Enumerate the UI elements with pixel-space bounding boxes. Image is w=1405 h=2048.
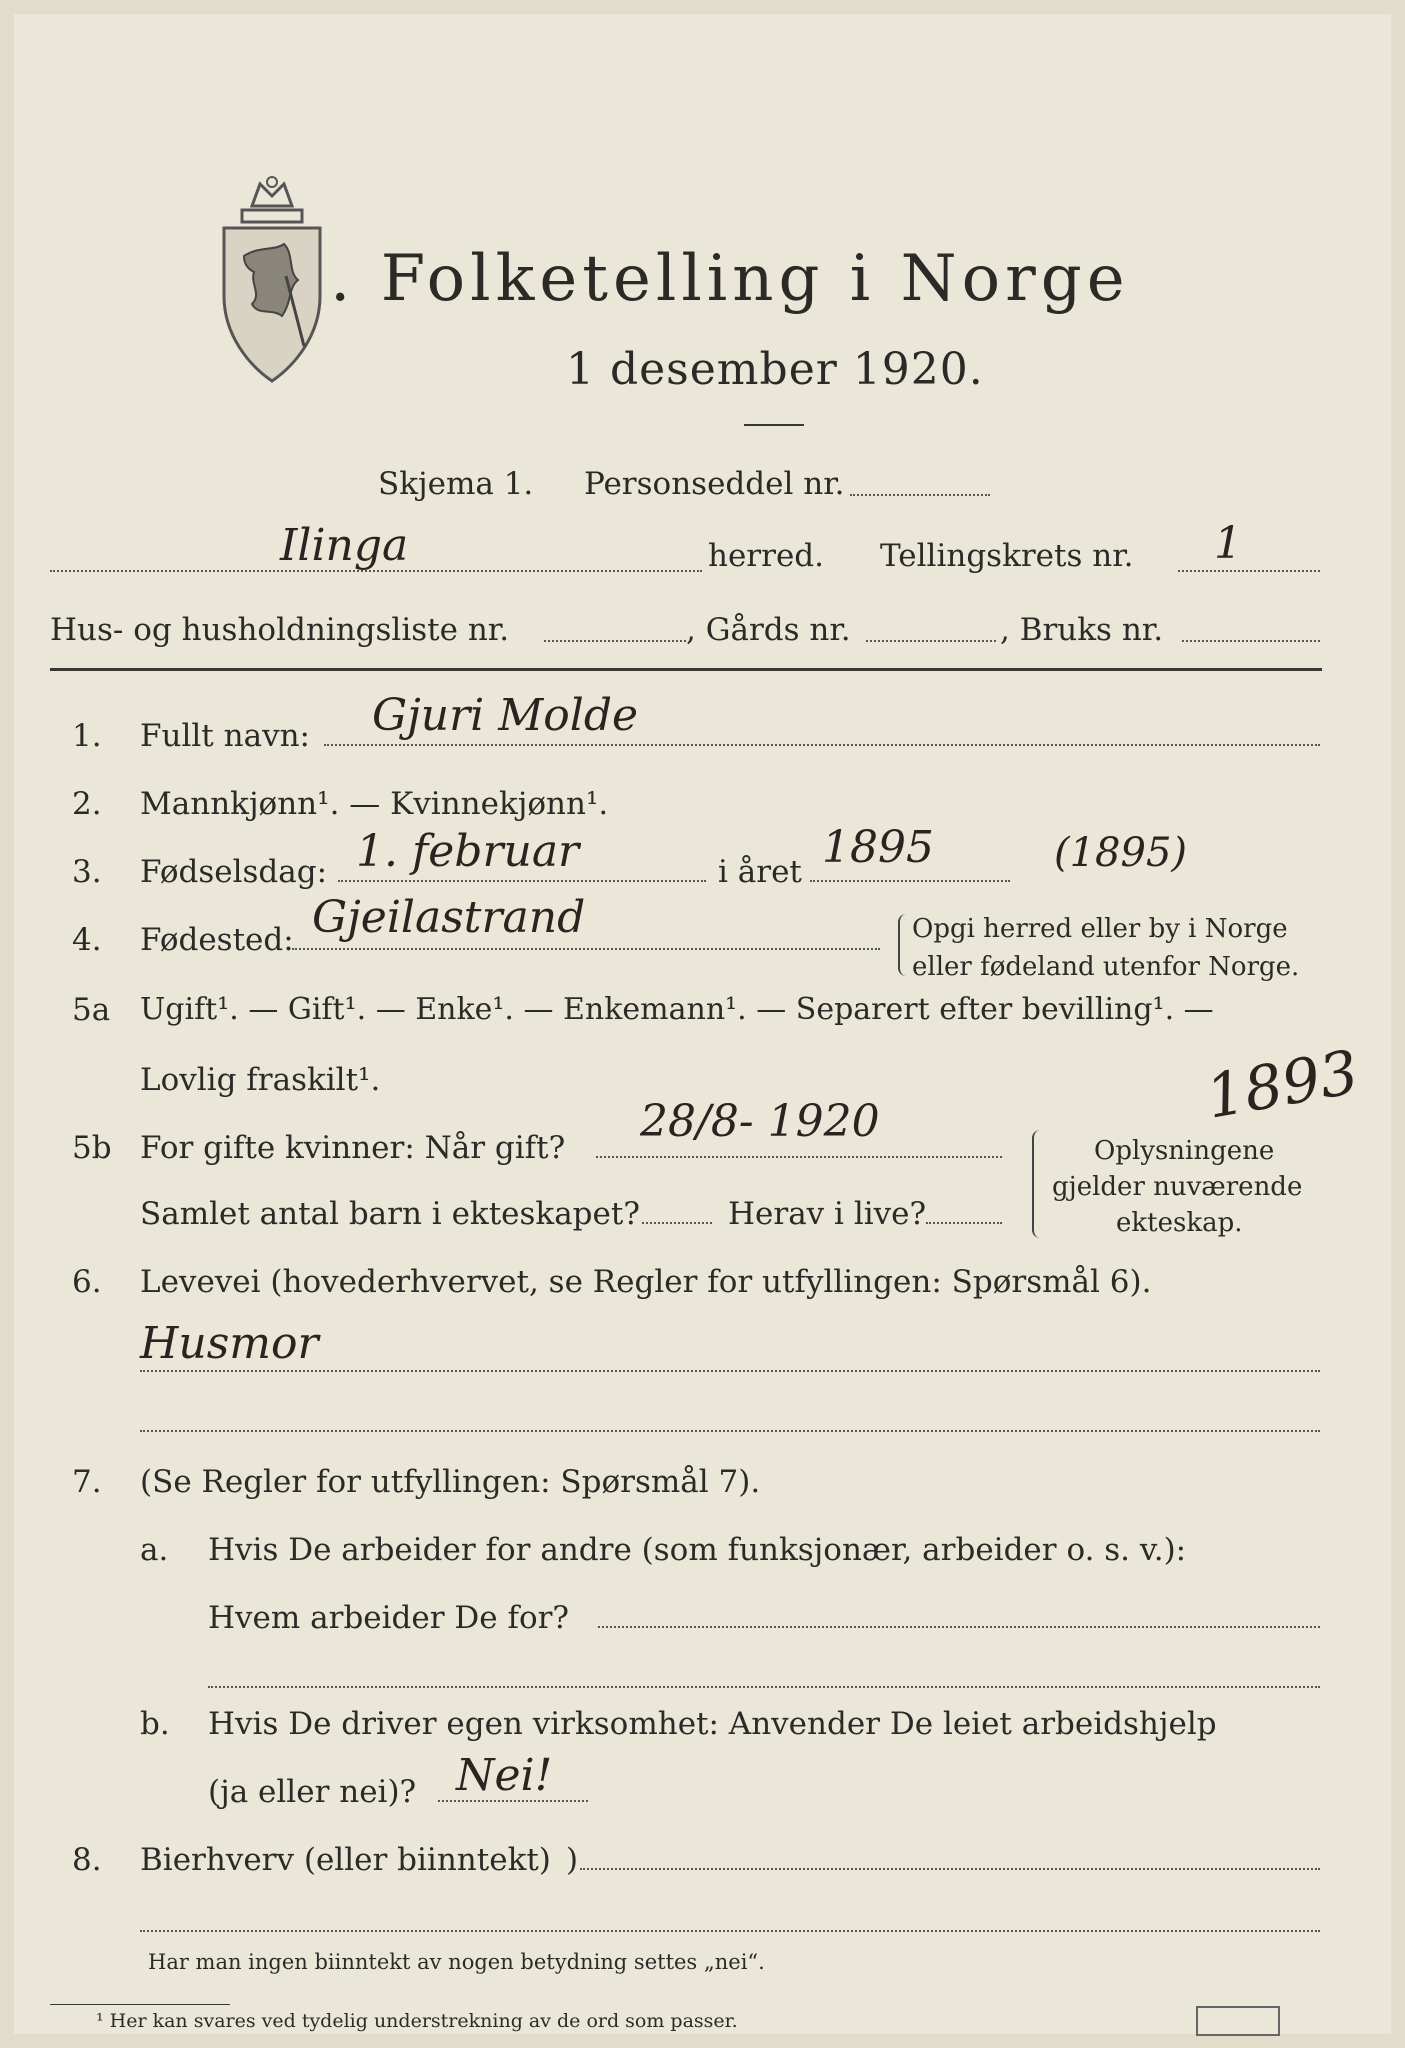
q7-label: (Se Regler for utfyllingen: Spørsmål 7). [140,1464,761,1500]
q8-number: 8. [72,1842,102,1878]
tellingskrets-value[interactable]: 1 [1214,518,1242,569]
printer-stamp [1196,2006,1280,2036]
q7b-hire-value[interactable]: Nei! [456,1750,553,1801]
q6-number: 6. [72,1264,102,1300]
q5a-number: 5a [72,992,111,1028]
q5b-number: 5b [72,1130,112,1166]
q6-occupation-field-2[interactable] [140,1430,1320,1432]
q5b-married-field [596,1156,1002,1158]
q8-income-field[interactable] [580,1868,1320,1870]
footer-note: Har man ingen biinntekt av nogen betydning settes „nei“. [148,1950,765,1974]
q4-note-line1: Opgi herred eller by i Norge [912,914,1288,944]
herred-label: herred. [708,538,824,574]
q8-income-field-2[interactable] [140,1930,1320,1932]
q8-label: Bierhverv (eller biinntekt) [140,1842,551,1878]
q6-label: Levevei (hovederhvervet, se Regler for utfyllingen: Spørsmål 6). [140,1264,1152,1300]
q5b-note-line2: gjelder nuværende [1052,1172,1303,1202]
q4-note-line2: eller fødeland utenfor Norge. [912,952,1300,982]
q5b-children-field[interactable] [642,1222,712,1224]
herred-field [50,570,702,572]
q4-birthplace-value[interactable]: Gjeilastrand [312,892,586,943]
census-date: 1 desember 1920. [566,344,984,395]
q5b-note-line3: ekteskap. [1116,1208,1243,1238]
husholdningsliste-field[interactable] [544,640,686,642]
q5b-children-label: Samlet antal barn i ekteskapet? [140,1196,640,1232]
q7b-letter: b. [140,1706,170,1742]
q5b-alive-label: Herav i live? [728,1196,927,1232]
q4-birthplace-field [292,948,880,950]
bruks-field[interactable] [1182,640,1320,642]
q3-year-annotation: (1895) [1054,830,1188,876]
form-title: . Folketelling i Norge [330,242,1130,316]
q5b-married-value[interactable]: 28/8- 1920 [640,1096,880,1147]
q5b-note-line1: Oplysningene [1094,1136,1275,1166]
tellingskrets-field [1178,570,1320,572]
husholdningsliste-label: Hus- og husholdningsliste nr. [50,612,510,648]
q2-gender-options[interactable]: Mannkjønn¹. — Kvinnekjønn¹. [140,786,609,822]
q7-number: 7. [72,1464,102,1500]
herred-value[interactable]: Ilinga [280,520,409,571]
personseddel-label: Personseddel nr. [584,466,845,502]
tellingskrets-label: Tellingskrets nr. [880,538,1134,574]
q5b-note-brace [1032,1130,1044,1238]
q7a-letter: a. [140,1532,169,1568]
q3-year-label: i året [718,854,802,890]
q7a-line1: Hvis De arbeider for andre (som funksjonær, arbeider o. s. v.): [208,1532,1187,1568]
title-divider [744,424,804,426]
q7a-employer-field-2[interactable] [208,1686,1320,1688]
bruks-label: , Bruks nr. [1000,612,1164,648]
footnote: ¹ Her kan svares ved tydelig understrekning av de ord som passer. [96,2010,738,2032]
q7a-employer-label: Hvem arbeider De for? [208,1600,570,1636]
q5a-marital-options[interactable]: Ugift¹. — Gift¹. — Enke¹. — Enkemann¹. — Separert efter bevilling¹. — [140,992,1214,1027]
q4-number: 4. [72,922,102,958]
q5a-marital-options-cont[interactable]: Lovlig fraskilt¹. [140,1062,381,1098]
q7a-employer-field[interactable] [598,1626,1320,1628]
gards-label: , Gårds nr. [686,612,851,648]
q3-number: 3. [72,854,102,890]
q6-occupation-field [140,1370,1320,1372]
q5b-married-label: For gifte kvinner: Når gift? [140,1130,566,1166]
q3-birthday-value[interactable]: 1. februar [356,826,580,877]
header-divider [50,668,1322,671]
q4-note-brace [898,914,908,976]
q6-occupation-value[interactable]: Husmor [140,1318,319,1369]
footnote-divider [50,2004,230,2005]
personseddel-field[interactable] [850,494,990,496]
skjema-label: Skjema 1. [378,466,534,502]
q3-label: Fødselsdag: [140,854,328,890]
q1-number: 1. [72,718,102,754]
q1-name-value[interactable]: Gjuri Molde [372,690,639,741]
q5b-alive-field[interactable] [926,1222,1002,1224]
q8-label-close: ) [566,1842,579,1878]
q1-label: Fullt navn: [140,718,310,754]
gards-field[interactable] [866,640,996,642]
q3-year-value[interactable]: 1895 [822,822,934,873]
q5a-margin-annotation: 1893 [1201,1037,1364,1133]
q2-number: 2. [72,786,102,822]
q4-label: Fødested: [140,922,294,958]
q7b-hire-label: (ja eller nei)? [208,1774,417,1810]
q7b-line1: Hvis De driver egen virksomhet: Anvender De leiet arbeidshjelp [208,1706,1217,1742]
q3-year-field [810,880,1010,882]
coat-of-arms-emblem [214,176,330,390]
q1-name-field [324,744,1320,746]
q3-birthday-field [338,880,706,882]
